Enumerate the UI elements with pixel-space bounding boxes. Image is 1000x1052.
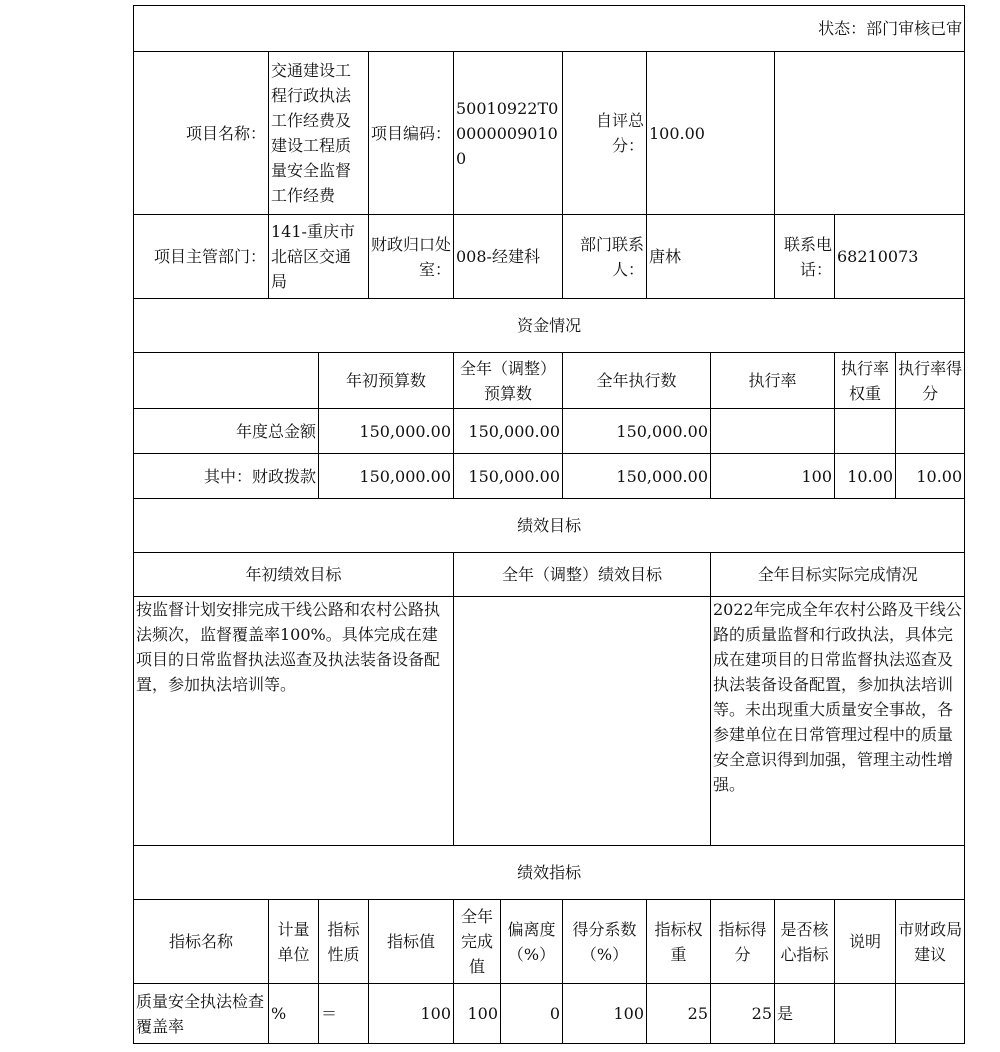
funds-total-executed: 150,000.00 [563, 409, 711, 454]
dept-value: 141-重庆市北碚区交通局 [269, 215, 369, 299]
funds-total-initial: 150,000.00 [319, 409, 454, 454]
evaluation-table [133, 5, 965, 1044]
project-code-label: 项目编码： [369, 52, 454, 215]
ind-row-name: 质量安全执法检查覆盖率 [134, 984, 269, 1044]
funds-fiscal-weight: 10.00 [835, 454, 896, 499]
ind-header-nature: 指标性质 [319, 900, 369, 984]
ind-header-note: 说明 [835, 900, 896, 984]
ind-header-suggestion: 市财政局建议 [896, 900, 965, 984]
funds-total-rate [711, 409, 835, 454]
finance-office-label: 财政归口处室： [369, 215, 454, 299]
ind-header-deviation: 偏离度（%） [501, 900, 563, 984]
funds-total-weight [835, 409, 896, 454]
ind-row-target: 100 [369, 984, 454, 1044]
goals-header-initial: 年初绩效目标 [134, 553, 454, 597]
funds-fiscal-score: 10.00 [896, 454, 965, 499]
funds-header-executed: 全年执行数 [563, 353, 711, 409]
funds-total-score [896, 409, 965, 454]
ind-row-weight: 25 [647, 984, 711, 1044]
funds-fiscal-rate: 100 [711, 454, 835, 499]
status-text: 状态：部门审核已审 [134, 6, 965, 52]
empty-cell [775, 52, 965, 215]
funds-fiscal-adjusted: 150,000.00 [454, 454, 563, 499]
funds-total-adjusted: 150,000.00 [454, 409, 563, 454]
project-code-value: 50010922T000000090100 [454, 52, 563, 215]
ind-header-completed: 全年完成值 [454, 900, 501, 984]
self-score-value: 100.00 [647, 52, 775, 215]
ind-row-note [835, 984, 896, 1044]
funds-row-total-label: 年度总金额 [134, 409, 319, 454]
ind-header-weight: 指标权重 [647, 900, 711, 984]
project-name-value: 交通建设工程行政执法工作经费及建设工程质量安全监督工作经费 [269, 52, 369, 215]
funds-fiscal-initial: 150,000.00 [319, 454, 454, 499]
funds-fiscal-executed: 150,000.00 [563, 454, 711, 499]
phone-label: 联系电话： [775, 215, 835, 299]
goals-adjusted-text [454, 597, 711, 846]
funds-header-adjusted-budget: 全年（调整）预算数 [454, 353, 563, 409]
goals-header-adjusted: 全年（调整）绩效目标 [454, 553, 711, 597]
performance-self-evaluation-sheet [133, 5, 964, 1044]
funds-row-fiscal-label: 其中：财政拨款 [134, 454, 319, 499]
indicators-section-title: 绩效指标 [134, 846, 965, 900]
funds-section-title: 资金情况 [134, 299, 965, 353]
table-row [134, 984, 965, 1044]
funds-header-blank [134, 353, 319, 409]
ind-row-unit: % [269, 984, 319, 1044]
ind-row-deviation: 0 [501, 984, 563, 1044]
contact-label: 部门联系人： [563, 215, 647, 299]
funds-header-initial-budget: 年初预算数 [319, 353, 454, 409]
ind-header-unit: 计量单位 [269, 900, 319, 984]
ind-row-coefficient: 100 [563, 984, 647, 1044]
goals-section-title: 绩效目标 [134, 499, 965, 553]
ind-header-score: 指标得分 [711, 900, 775, 984]
ind-row-nature: ＝ [319, 984, 369, 1044]
ind-header-target: 指标值 [369, 900, 454, 984]
contact-value: 唐林 [647, 215, 775, 299]
project-name-label: 项目名称： [134, 52, 269, 215]
phone-value: 68210073 [835, 215, 965, 299]
dept-label: 项目主管部门： [134, 215, 269, 299]
ind-header-coefficient: 得分系数（%） [563, 900, 647, 984]
goals-actual-text: 2022年完成全年农村公路及干线公路的质量监督和行政执法，具体完成在建项目的日常监督执法巡查及执法装备设备配置，参加执法培训等。未出现重大质量安全事故，各参建单位在日常管理过程中的质量安全意识得到加强，管理主动性增强。 [711, 597, 965, 846]
goals-header-actual: 全年目标实际完成情况 [711, 553, 965, 597]
funds-header-rate-weight: 执行率权重 [835, 353, 896, 409]
finance-office-value: 008-经建科 [454, 215, 563, 299]
ind-row-core: 是 [775, 984, 835, 1044]
ind-row-score: 25 [711, 984, 775, 1044]
ind-row-completed: 100 [454, 984, 501, 1044]
ind-header-core: 是否核心指标 [775, 900, 835, 984]
self-score-label: 自评总分： [563, 52, 647, 215]
funds-header-execution-rate: 执行率 [711, 353, 835, 409]
goals-initial-text: 按监督计划安排完成干线公路和农村公路执法频次，监督覆盖率100%。具体完成在建项目的日常监督执法巡查及执法装备设备配置，参加执法培训等。 [134, 597, 454, 846]
ind-row-suggestion [896, 984, 965, 1044]
ind-header-name: 指标名称 [134, 900, 269, 984]
funds-header-rate-score: 执行率得分 [896, 353, 965, 409]
